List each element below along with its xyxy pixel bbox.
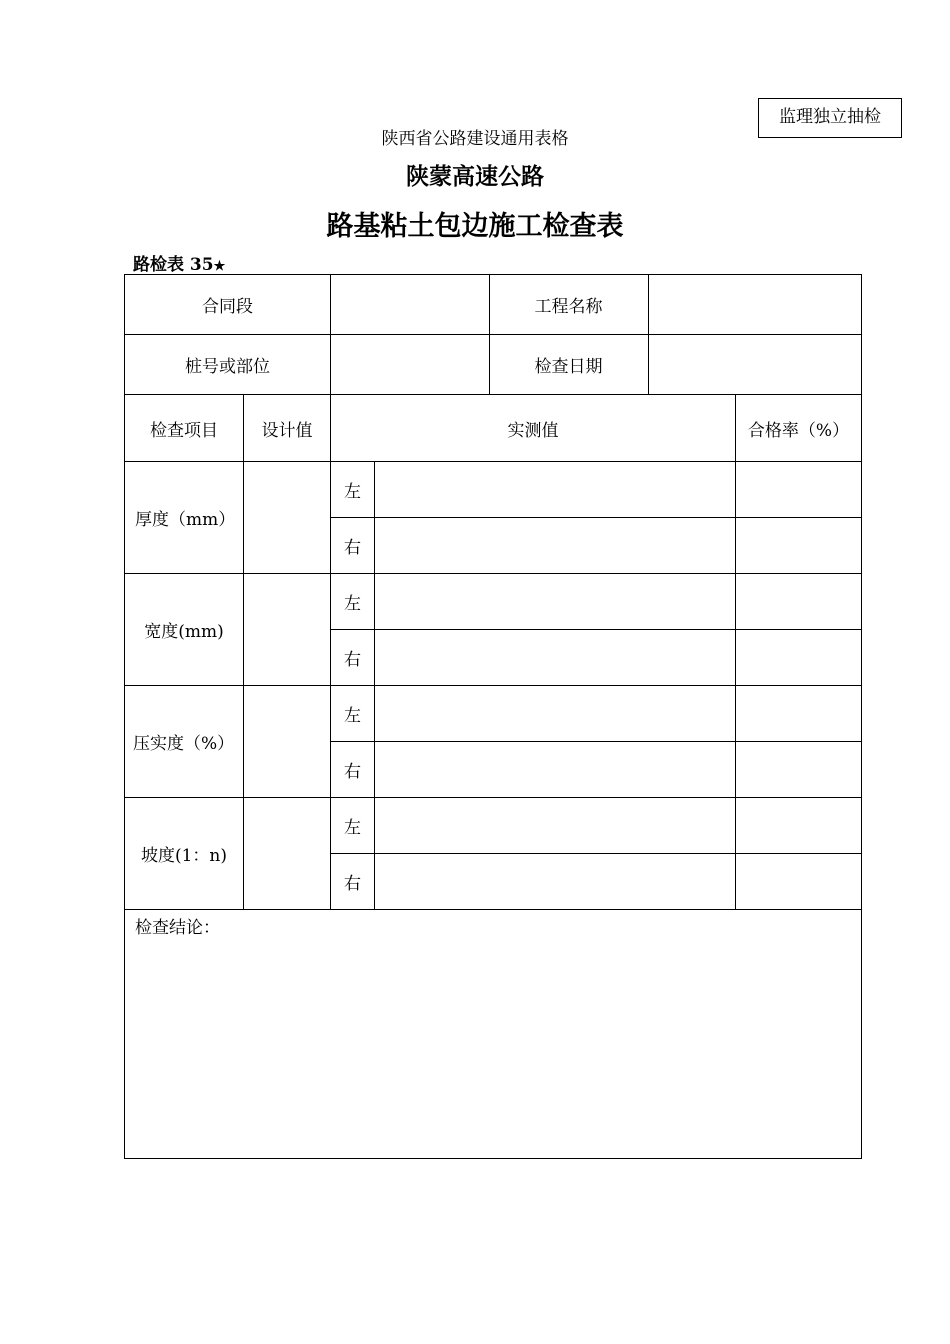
star-icon: ★ bbox=[213, 259, 226, 274]
conclusion-label: 检查结论： bbox=[135, 918, 220, 938]
station-value[interactable] bbox=[331, 335, 489, 394]
row-divider bbox=[330, 853, 861, 854]
col-header-measured: 实测值 bbox=[507, 420, 559, 441]
col-header-pass-rate: 合格率（%） bbox=[747, 420, 850, 441]
form-code-text: 路检表 35 bbox=[133, 255, 214, 275]
station-label: 桩号或部位 bbox=[185, 357, 270, 377]
project-name-label: 工程名称 bbox=[534, 297, 603, 317]
row-divider bbox=[125, 909, 861, 910]
col-divider bbox=[735, 394, 736, 909]
project-title: 陕蒙高速公路 bbox=[406, 164, 544, 190]
side-left-label: 左 bbox=[344, 482, 361, 502]
date-value[interactable] bbox=[649, 335, 861, 394]
row-divider bbox=[330, 517, 861, 518]
org-line: 陕西省公路建设通用表格 bbox=[381, 129, 569, 149]
side-left-label: 左 bbox=[344, 706, 361, 726]
row-item-thickness: 厚度（mm） bbox=[135, 510, 236, 530]
inspection-table bbox=[124, 274, 862, 1159]
row-divider bbox=[330, 741, 861, 742]
row-item-slope: 坡度(1：n) bbox=[140, 846, 228, 866]
form-code bbox=[133, 250, 225, 275]
side-right-label: 右 bbox=[344, 538, 361, 558]
project-name-value[interactable] bbox=[649, 275, 861, 334]
col-divider bbox=[374, 461, 375, 909]
side-right-label: 右 bbox=[344, 762, 361, 782]
row-item-width: 宽度(mm) bbox=[144, 622, 224, 642]
date-label: 检查日期 bbox=[534, 357, 603, 377]
col-header-item: 检查项目 bbox=[150, 420, 218, 441]
side-right-label: 右 bbox=[344, 650, 361, 670]
supervision-stamp-box: 监理独立抽检 bbox=[758, 98, 902, 138]
col-divider bbox=[243, 394, 244, 909]
form-title: 路基粘土包边施工检查表 bbox=[326, 211, 624, 242]
row-divider bbox=[330, 629, 861, 630]
side-left-label: 左 bbox=[344, 594, 361, 614]
side-right-label: 右 bbox=[344, 874, 361, 894]
contract-value[interactable] bbox=[331, 275, 489, 334]
contract-label: 合同段 bbox=[202, 297, 253, 317]
row-item-compaction: 压实度（%） bbox=[133, 734, 235, 754]
side-left-label: 左 bbox=[344, 818, 361, 838]
col-header-design: 设计值 bbox=[261, 420, 313, 441]
